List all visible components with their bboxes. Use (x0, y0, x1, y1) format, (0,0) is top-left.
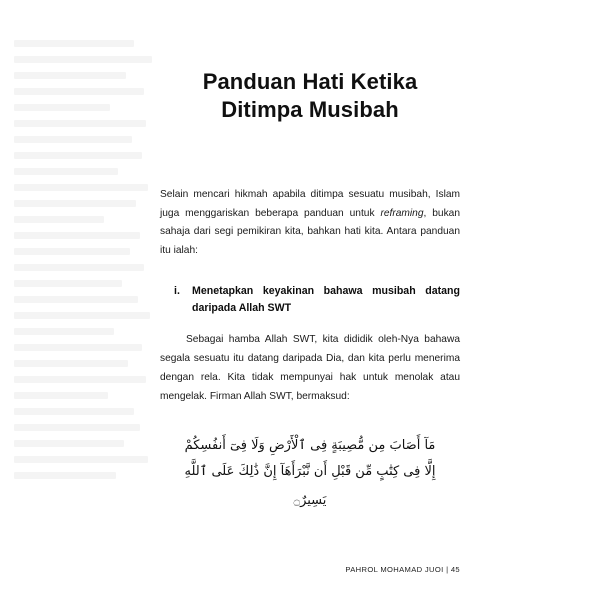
quran-verse-line-1: مَآ أَصَابَ مِن مُّصِيبَةٍ فِى ٱلْأَرْضِ وَلَا فِىٓ أَنفُسِكُمْ (184, 437, 436, 453)
page-content (160, 0, 460, 600)
page-show-through (0, 0, 180, 600)
intro-italic-term: reframing (380, 207, 424, 219)
section-number: i. (174, 284, 180, 297)
section-heading-text: Menetapkan keyakinan bahawa musibah datang daripada Allah SWT (192, 284, 460, 314)
quran-verse-line-3-text: يَسِيرٌ (300, 493, 327, 509)
intro-text-part-2: , bukan sahaja dari segi pemikiran kita, bahkan hati kita. Antara panduan itu ialah: (160, 207, 461, 256)
intro-text-part-1: Selain mencari hikmah apabila ditimpa sesuatu musibah, Islam juga menggariskan beberapa panduan untuk (160, 189, 460, 219)
quran-verse-line-3 (160, 486, 460, 515)
page-title: Panduan Hati Ketika Ditimpa Musibah (202, 69, 418, 123)
intro-paragraph (160, 124, 460, 260)
ayah-marker-icon: ۝ (293, 494, 301, 508)
quran-verse-line-2: إِلَّا فِى كِتَٰبٍ مِّن قَبْلِ أَن نَّبْرَأَهَآ إِنَّ ذَٰلِكَ عَلَى ٱللَّهِ (184, 464, 436, 480)
section-paragraph: Sebagai hamba Allah SWT, kita dididik oleh-Nya bahawa segala sesuatu itu datang daripada Dia, dan kita perlu menerima dengan rela. Kita tidak mempunyai hak untuk menolak atau mengelak. Firman Allah SWT, bermaksud: (160, 333, 460, 402)
page-footer: PAHROL MOHAMAD JUOI | 45 (345, 565, 460, 574)
quran-verse (160, 407, 460, 515)
section-heading (160, 283, 460, 317)
